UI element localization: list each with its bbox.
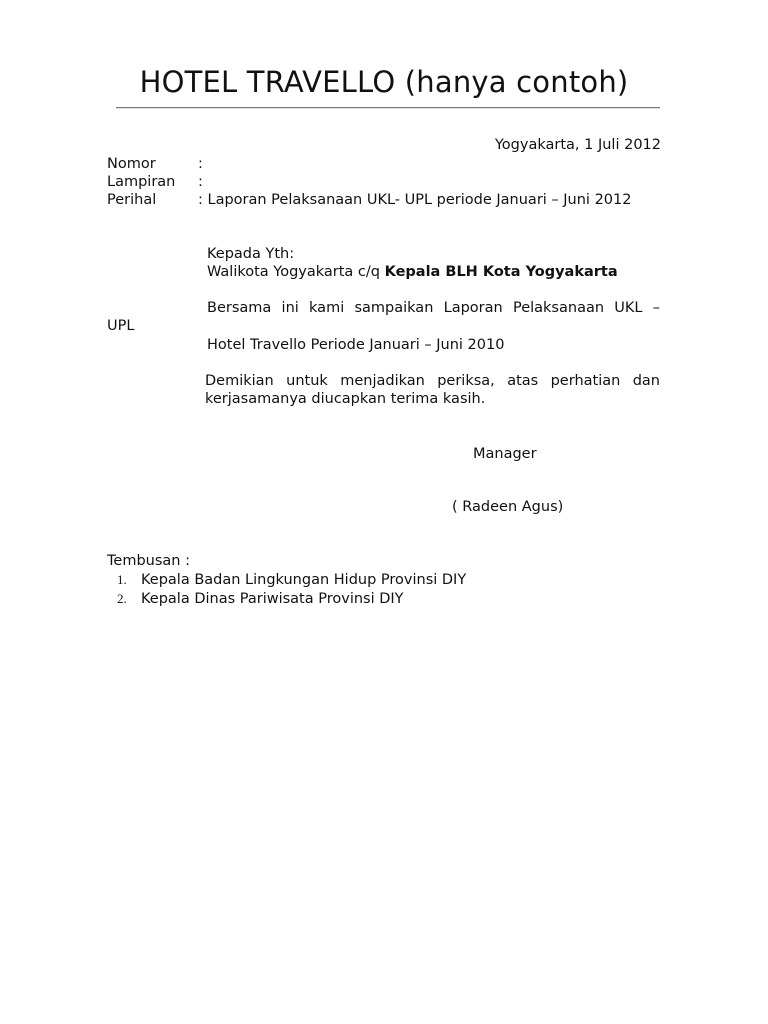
place-date: Yogyakarta, 1 Juli 2012 bbox=[494, 137, 661, 153]
recipient-greeting: Kepada Yth: bbox=[207, 246, 295, 262]
cc-item-number: 2. bbox=[117, 591, 127, 606]
recipient-prefix: Walikota Yogyakarta c/q bbox=[207, 264, 385, 280]
letterhead-title: HOTEL TRAVELLO (hanya contoh) bbox=[139, 65, 629, 99]
meta-label-lampiran: Lampiran bbox=[107, 174, 176, 190]
cc-item-number: 1. bbox=[117, 572, 127, 587]
meta-value-lampiran: : bbox=[198, 174, 203, 190]
meta-label-nomor: Nomor bbox=[107, 156, 156, 172]
cc-label: Tembusan : bbox=[107, 553, 190, 569]
closing-paragraph: Demikian untuk menjadikan periksa, atas perhatian dan kerjasamanya diucapkan terima kasih. bbox=[205, 373, 660, 407]
signature-title: Manager bbox=[473, 446, 537, 462]
recipient-line bbox=[207, 263, 618, 281]
cc-item-text: Kepala Dinas Pariwisata Provinsi DIY bbox=[141, 591, 404, 607]
meta-label-perihal: Perihal bbox=[107, 192, 157, 208]
meta-value-perihal: : Laporan Pelaksanaan UKL- UPL periode Januari – Juni 2012 bbox=[198, 192, 632, 208]
signature-name: ( Radeen Agus) bbox=[452, 499, 564, 515]
body-paragraph-line1: Bersama ini kami sampaikan Laporan Pelaksanaan UKL – bbox=[207, 300, 660, 316]
recipient-bold: Kepala BLH Kota Yogyakarta bbox=[384, 264, 618, 280]
letterhead-divider bbox=[116, 107, 660, 109]
meta-value-nomor: : bbox=[198, 156, 203, 172]
body-paragraph-line1-cont: UPL bbox=[107, 318, 135, 334]
body-paragraph-line2: Hotel Travello Periode Januari – Juni 2010 bbox=[207, 337, 505, 353]
cc-item-text: Kepala Badan Lingkungan Hidup Provinsi DIY bbox=[141, 572, 467, 588]
